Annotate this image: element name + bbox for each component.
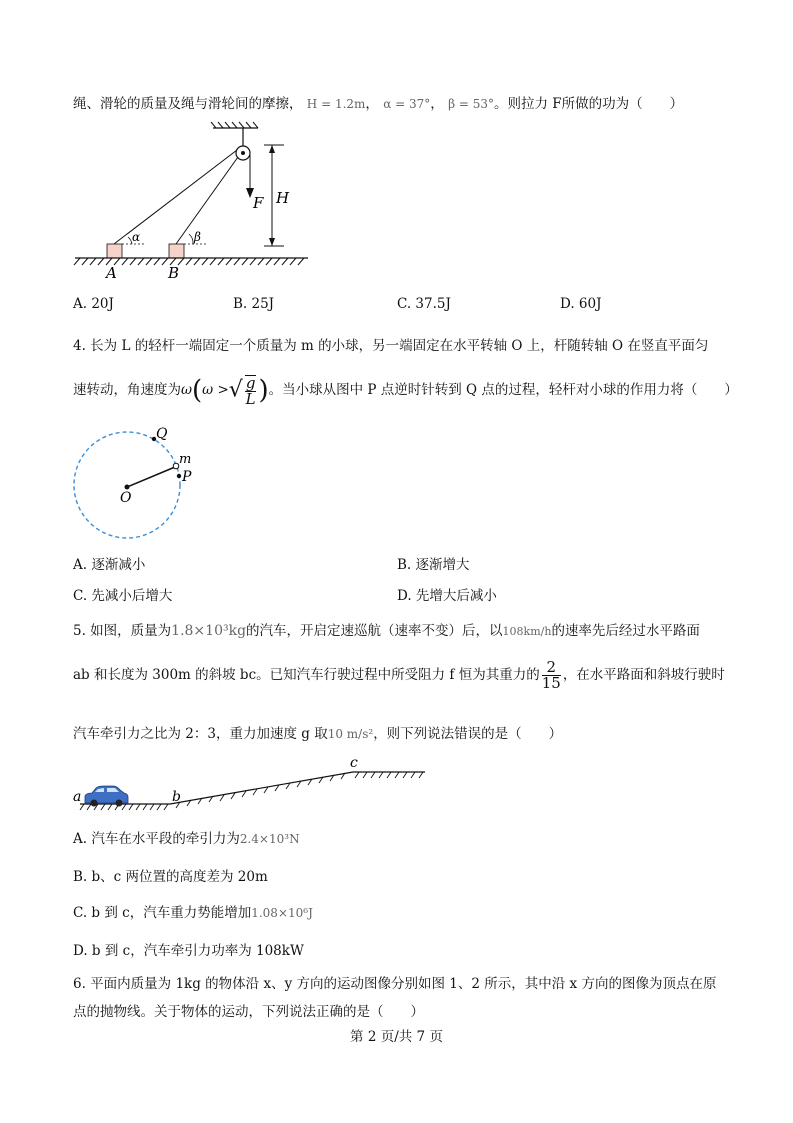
label-O: O bbox=[120, 490, 132, 506]
label-a: a bbox=[73, 789, 82, 805]
label-Q: Q bbox=[156, 426, 168, 442]
label-B: B bbox=[168, 264, 180, 282]
q3-option-d[interactable]: D. 60J bbox=[560, 296, 602, 312]
page-footer: 第 2 页/共 7 页 bbox=[350, 1029, 443, 1045]
q5-option-d[interactable]: D. b 到 c，汽车牵引力功率为 108kW bbox=[73, 943, 304, 959]
label-c: c bbox=[350, 755, 358, 771]
q4-option-a[interactable]: A. 逐渐减小 bbox=[73, 557, 146, 573]
label-beta: β bbox=[194, 230, 201, 244]
q5-option-a[interactable]: A. 汽车在水平段的牵引力为2.4×10³N bbox=[73, 831, 300, 847]
label-alpha: α bbox=[132, 230, 141, 244]
q4-stem-line2: 速转动，角速度为ω(ω >√ $\frac{g}{L}$ )。当小球从图中 P 点逆时针转到 Q 点的过程，轻杆对小球的作用力将（ ） bbox=[73, 373, 738, 408]
fraction-2-15: $\frac{2}{15}$ bbox=[541, 658, 561, 692]
label-P: P bbox=[182, 469, 192, 485]
q4-circle-figure bbox=[70, 420, 200, 545]
q5-stem-line1: 5. 如图，质量为1.8×10³kg的汽车，开启定速巡航（速率不变）后，以108km/h的速率先后经过水平路面 bbox=[73, 623, 700, 639]
q4-option-b[interactable]: B. 逐渐增大 bbox=[397, 557, 470, 573]
label-F: F bbox=[253, 194, 264, 212]
q6-stem-line1: 6. 平面内质量为 1kg 的物体沿 x、y 方向的运动图像分别如图 1、2 所示，其中沿 x 方向的图像为顶点在原 bbox=[73, 976, 717, 992]
q4-option-d[interactable]: D. 先增大后减小 bbox=[397, 588, 497, 604]
q3-stem: 绳、滑轮的质量及绳与滑轮间的摩擦， H = 1.2m， α = 37°， β = 53°。则拉力 F所做的功为（ ） bbox=[73, 96, 684, 112]
q5-stem-line2: ab 和长度为 300m 的斜坡 bc。已知汽车行驶过程中所受阻力 f 恒为其重力的 $\frac{2}{15}$ ，在水平路面和斜坡行驶时 bbox=[73, 658, 725, 692]
q5-option-c[interactable]: C. b 到 c，汽车重力势能增加1.08×10⁶J bbox=[73, 905, 313, 921]
q3-pulley-figure bbox=[70, 120, 315, 285]
label-m: m bbox=[179, 452, 192, 467]
q5-option-b[interactable]: B. b、c 两位置的高度差为 20m bbox=[73, 869, 268, 885]
q3-option-a[interactable]: A. 20J bbox=[73, 296, 114, 312]
label-A: A bbox=[106, 264, 117, 282]
q4-option-c[interactable]: C. 先减小后增大 bbox=[73, 588, 173, 604]
q3-option-c[interactable]: C. 37.5J bbox=[397, 296, 451, 312]
q5-stem-line3: 汽车牵引力之比为 2：3，重力加速度 g 取10 m/s²，则下列说法错误的是（ ） bbox=[73, 726, 563, 742]
q5-slope-figure bbox=[70, 752, 430, 812]
q4-stem-line1: 4. 长为 L 的轻杆一端固定一个质量为 m 的小球，另一端固定在水平转轴 O 上，杆随转轴 O 在竖直平面匀 bbox=[73, 338, 709, 354]
q6-stem-line2: 点的抛物线。关于物体的运动，下列说法正确的是（ ） bbox=[73, 1004, 424, 1020]
sqrt-g-over-l: $\frac{g}{L}$ bbox=[245, 373, 256, 408]
label-b: b bbox=[172, 789, 181, 805]
q3-option-b[interactable]: B. 25J bbox=[233, 296, 275, 312]
label-H: H bbox=[276, 189, 290, 207]
